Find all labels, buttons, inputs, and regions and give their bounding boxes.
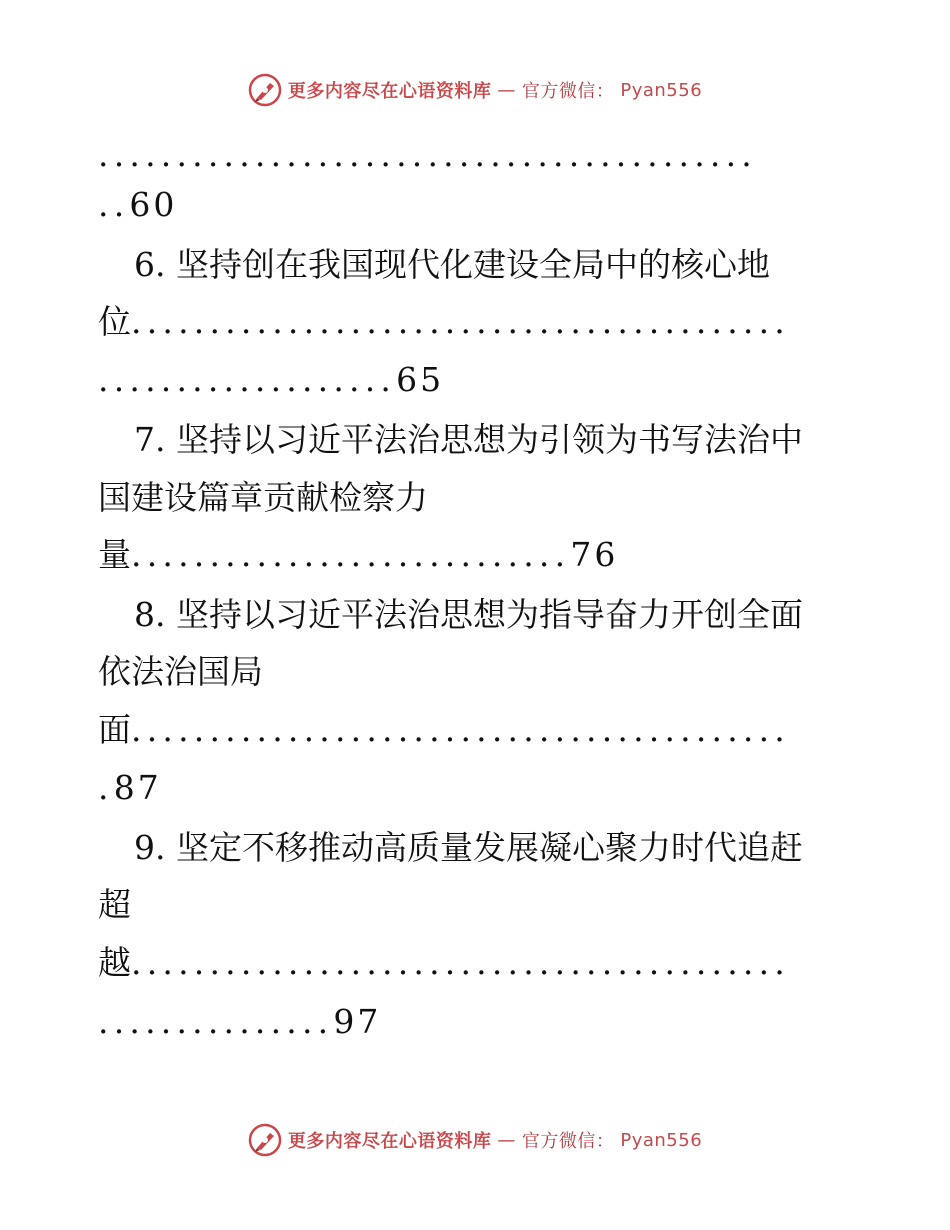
toc-line [98,1000,843,1044]
toc-line [98,766,843,810]
watermark-wechat-id: Pyan556 [620,79,703,101]
watermark-wechat-label: 官方微信： [521,1131,615,1152]
toc-entry-title: 国建设篇章贡献检察力 [98,478,428,517]
toc-line [98,133,843,177]
watermark-separator: — [497,1129,516,1151]
toc-line: 面.......................................... [98,710,790,749]
watermark-footer [0,1120,950,1160]
toc-leader-dots: .. [98,185,130,224]
watermark-site-text: 更多内容尽在心语资料库 [287,1131,492,1152]
toc-leader-dots: ................... [98,360,397,399]
toc-page-number: 87 [113,768,162,807]
toc-line: 量............................76 [98,535,619,574]
toc-entry-title: 7. 坚持以习近平法治思想为引领为书写法治中 [134,420,803,459]
toc-entry-title: 8. 坚持以习近平法治思想为指导奋力开创全面 [134,595,803,634]
watermark-wechat-label: 官方微信： [521,81,615,102]
pen-logo-icon [248,1123,282,1157]
toc-leader-dots: .......................................... [131,302,790,341]
toc-page-number: 65 [396,360,445,399]
toc-leader-dots: ............................ [131,535,571,574]
toc-entry-title: 9. 坚定不移推动高质量发展凝心聚力时代追赶 [134,828,803,867]
toc-entry-title: 依法治国局 [98,652,263,691]
toc-page-number: 97 [333,1002,382,1041]
toc-line [98,358,843,402]
toc-page-number: 60 [129,185,178,224]
watermark-separator: — [497,79,516,101]
toc-line [98,183,843,227]
toc-leader-dots: .......................................... [98,135,757,174]
toc-leader-dots: . [98,768,114,807]
toc-leader-dots: .......................................... [131,710,790,749]
toc-leader-dots: .......................................... [131,943,790,982]
toc-page-number: 76 [570,535,619,574]
watermark-site-text: 更多内容尽在心语资料库 [287,81,492,102]
toc-entry-title: 超 [98,885,131,924]
toc-leader-dots: ............... [98,1002,334,1041]
watermark-wechat-id: Pyan556 [620,1129,703,1151]
toc-entry-title: 6. 坚持创在我国现代化建设全局中的核心地 [134,245,770,284]
toc-line: 位.......................................... [98,302,790,341]
toc-line: 越.......................................... [98,943,790,982]
